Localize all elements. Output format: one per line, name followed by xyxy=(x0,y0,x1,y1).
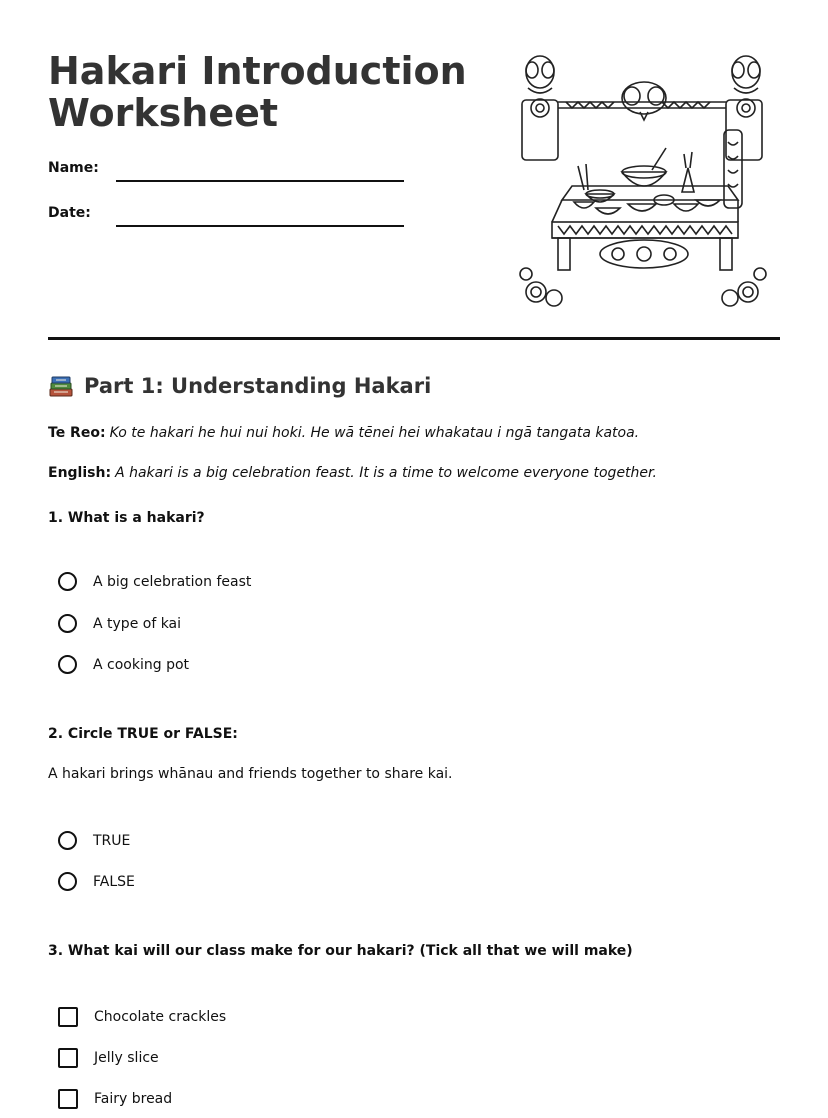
q3-option[interactable] xyxy=(58,1089,172,1109)
q2-option-label: TRUE xyxy=(93,832,131,849)
name-field-line[interactable] xyxy=(116,180,404,182)
checkbox[interactable] xyxy=(58,1048,78,1068)
checkbox[interactable] xyxy=(58,1007,78,1027)
english-label: English: xyxy=(48,465,112,481)
books-icon xyxy=(48,374,74,398)
q2-option-label: FALSE xyxy=(93,873,135,890)
name-label: Name: xyxy=(48,160,99,176)
q1-option-label: A type of kai xyxy=(93,615,182,632)
english-paragraph xyxy=(48,465,657,481)
radio-button[interactable] xyxy=(58,614,77,633)
question-3: 3. What kai will our class make for our hakari? (Tick all that we will make) xyxy=(48,943,633,959)
q2-statement: A hakari brings whānau and friends together to share kai. xyxy=(48,766,453,782)
te-reo-paragraph xyxy=(48,425,639,441)
q1-option[interactable] xyxy=(58,614,181,633)
hakari-feast-table-illustration xyxy=(514,52,776,314)
q3-option-label: Jelly slice xyxy=(94,1050,159,1066)
question-1: 1. What is a hakari? xyxy=(48,510,205,526)
radio-button[interactable] xyxy=(58,655,77,674)
part1-heading xyxy=(48,374,431,398)
q3-option[interactable] xyxy=(58,1048,159,1068)
date-label: Date: xyxy=(48,205,91,221)
q1-option[interactable] xyxy=(58,655,189,674)
q3-option-label: Fairy bread xyxy=(94,1091,173,1107)
radio-button[interactable] xyxy=(58,831,77,850)
english-text: A hakari is a big celebration feast. It is a time to welcome everyone together. xyxy=(115,465,657,481)
checkbox[interactable] xyxy=(58,1089,78,1109)
header-divider xyxy=(48,337,780,340)
q1-option[interactable] xyxy=(58,572,251,591)
page-title: Hakari Introduction Worksheet xyxy=(48,49,467,135)
q3-option[interactable] xyxy=(58,1007,226,1027)
q1-option-label: A cooking pot xyxy=(93,656,190,673)
q2-option[interactable] xyxy=(58,831,130,850)
q3-option-label: Chocolate crackles xyxy=(94,1009,227,1025)
radio-button[interactable] xyxy=(58,872,77,891)
te-reo-label: Te Reo: xyxy=(48,425,106,441)
te-reo-text: Ko te hakari he hui nui hoki. He wā tēnei hei whakatau i ngā tangata katoa. xyxy=(109,425,640,441)
radio-button[interactable] xyxy=(58,572,77,591)
date-field-line[interactable] xyxy=(116,225,404,227)
question-2: 2. Circle TRUE or FALSE: xyxy=(48,726,238,742)
part1-title: Part 1: Understanding Hakari xyxy=(84,374,432,398)
q2-option[interactable] xyxy=(58,872,135,891)
q1-option-label: A big celebration feast xyxy=(93,573,252,590)
